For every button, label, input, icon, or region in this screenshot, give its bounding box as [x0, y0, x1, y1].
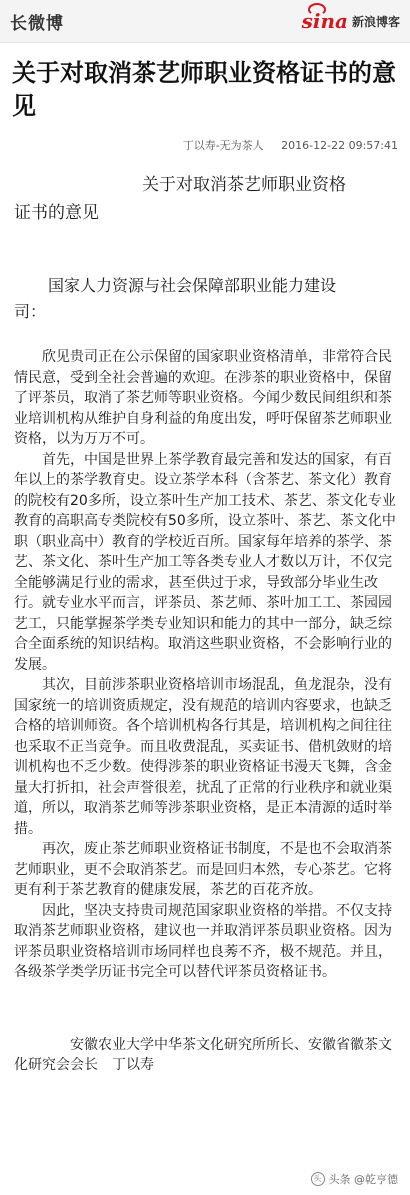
top-bar: [0, 0, 410, 43]
sina-logo-icon: sina: [302, 9, 348, 33]
document-subtitle: [14, 171, 396, 227]
paragraph-second: 其次，目前涉茶职业资格培训市场混乱，鱼龙混杂，没有国家统一的培训资质规定，没有规范的培训内容要求，也缺乏合格的培训师资。各个培训机构各行其是，培训机构之间往往也采取不正当竞争。而且收费混乱，买卖证书、借机敛财的培训机构也不乏少数。使得涉茶的职业资格证书漫天飞舞，含金量大打折扣，社会声誉很差，扰乱了正常的行业秩序和就业渠道，所以，取消茶艺师等涉茶职业资格，是正本清源的适时举措。: [14, 677, 392, 837]
paragraph-third: 再次，废止茶艺师职业资格证书制度，不是也不会取消茶艺师职业，更不会取消茶艺。而是回归本然，专心茶艺。它将更有利于茶艺教育的健康发展，茶艺的百花齐放。: [14, 841, 392, 898]
paragraph-first: 首先，中国是世界上茶学教育最完善和发达的国家，有百年以上的茶学教育史。设立茶学本科（含茶艺、茶文化）教育的院校有20多所，设立茶叶生产加工技术、茶艺、茶文化专业教育的高职高专类院校有50多所，设立茶叶、茶艺、茶文化中职（职业高中）教育的学校近百所。国家每年培养的茶学、茶艺、茶文化、茶叶生产加工等各类专业人才数以万计，不仅完全能够满足行业的需求，甚至供过于求，导致部分毕业生改行。就专业水平而言，评茶员、茶艺师、茶叶加工工、茶园园艺工，只能掌握茶学类专业知识和能力的其中一部分，缺乏综合全面系统的知识结构。取消这些职业资格，不会影响行业的发展。: [14, 451, 396, 673]
article-meta: [0, 133, 410, 153]
article-body: [0, 171, 410, 1076]
addressee-line-2: 司：: [14, 302, 47, 321]
subtitle-line-2: 证书的意见: [14, 203, 99, 223]
sina-blog-logo[interactable]: [302, 9, 400, 33]
signature: 安徽农业大学中华茶文化研究所所长、安徽省徽茶文化研究会会长 丁以寿: [14, 1036, 392, 1073]
title-section: [0, 43, 410, 133]
brand-label: 长微博: [10, 13, 64, 34]
publish-timestamp: 2016-12-22 09:57:41: [281, 139, 398, 152]
addressee: [14, 273, 396, 325]
watermark-text: 头条 @乾亨德: [328, 1173, 398, 1186]
watermark: [311, 1171, 399, 1187]
toutiao-icon: 头: [311, 1172, 325, 1186]
author-link[interactable]: 丁以寿-无为茶人: [182, 139, 264, 152]
blog-label: 新浪博客: [351, 14, 400, 29]
sina-eye-icon: [308, 3, 326, 16]
subtitle-line-1: 关于对取消茶艺师职业资格: [142, 175, 346, 195]
paragraph-conclusion: 因此，坚决支持贵司规范国家职业资格的举措。不仅支持取消茶艺师职业资格，建议也一并取消评茶员职业资格。因为评茶员职业资格培训市场同样也良莠不齐，极不规范。并且，各级茶学类学历证书完全可以替代评茶员资格证书。: [14, 902, 392, 980]
article-title: 关于对取消茶艺师职业资格证书的意见: [12, 59, 396, 120]
addressee-line-1: 国家人力资源与社会保障部职业能力建设: [48, 276, 337, 295]
paragraph-intro: 欣见贵司正在公示保留的国家职业资格清单，非常符合民情民意，受到全社会普遍的欢迎。在涉茶的职业资格中，保留了评茶员，取消了茶艺师等职业资格。今闻少数民间组织和茶业培训机构从维护自身利益的角度出发，呼吁保留茶艺师职业资格，以为万万不可。: [14, 349, 392, 447]
